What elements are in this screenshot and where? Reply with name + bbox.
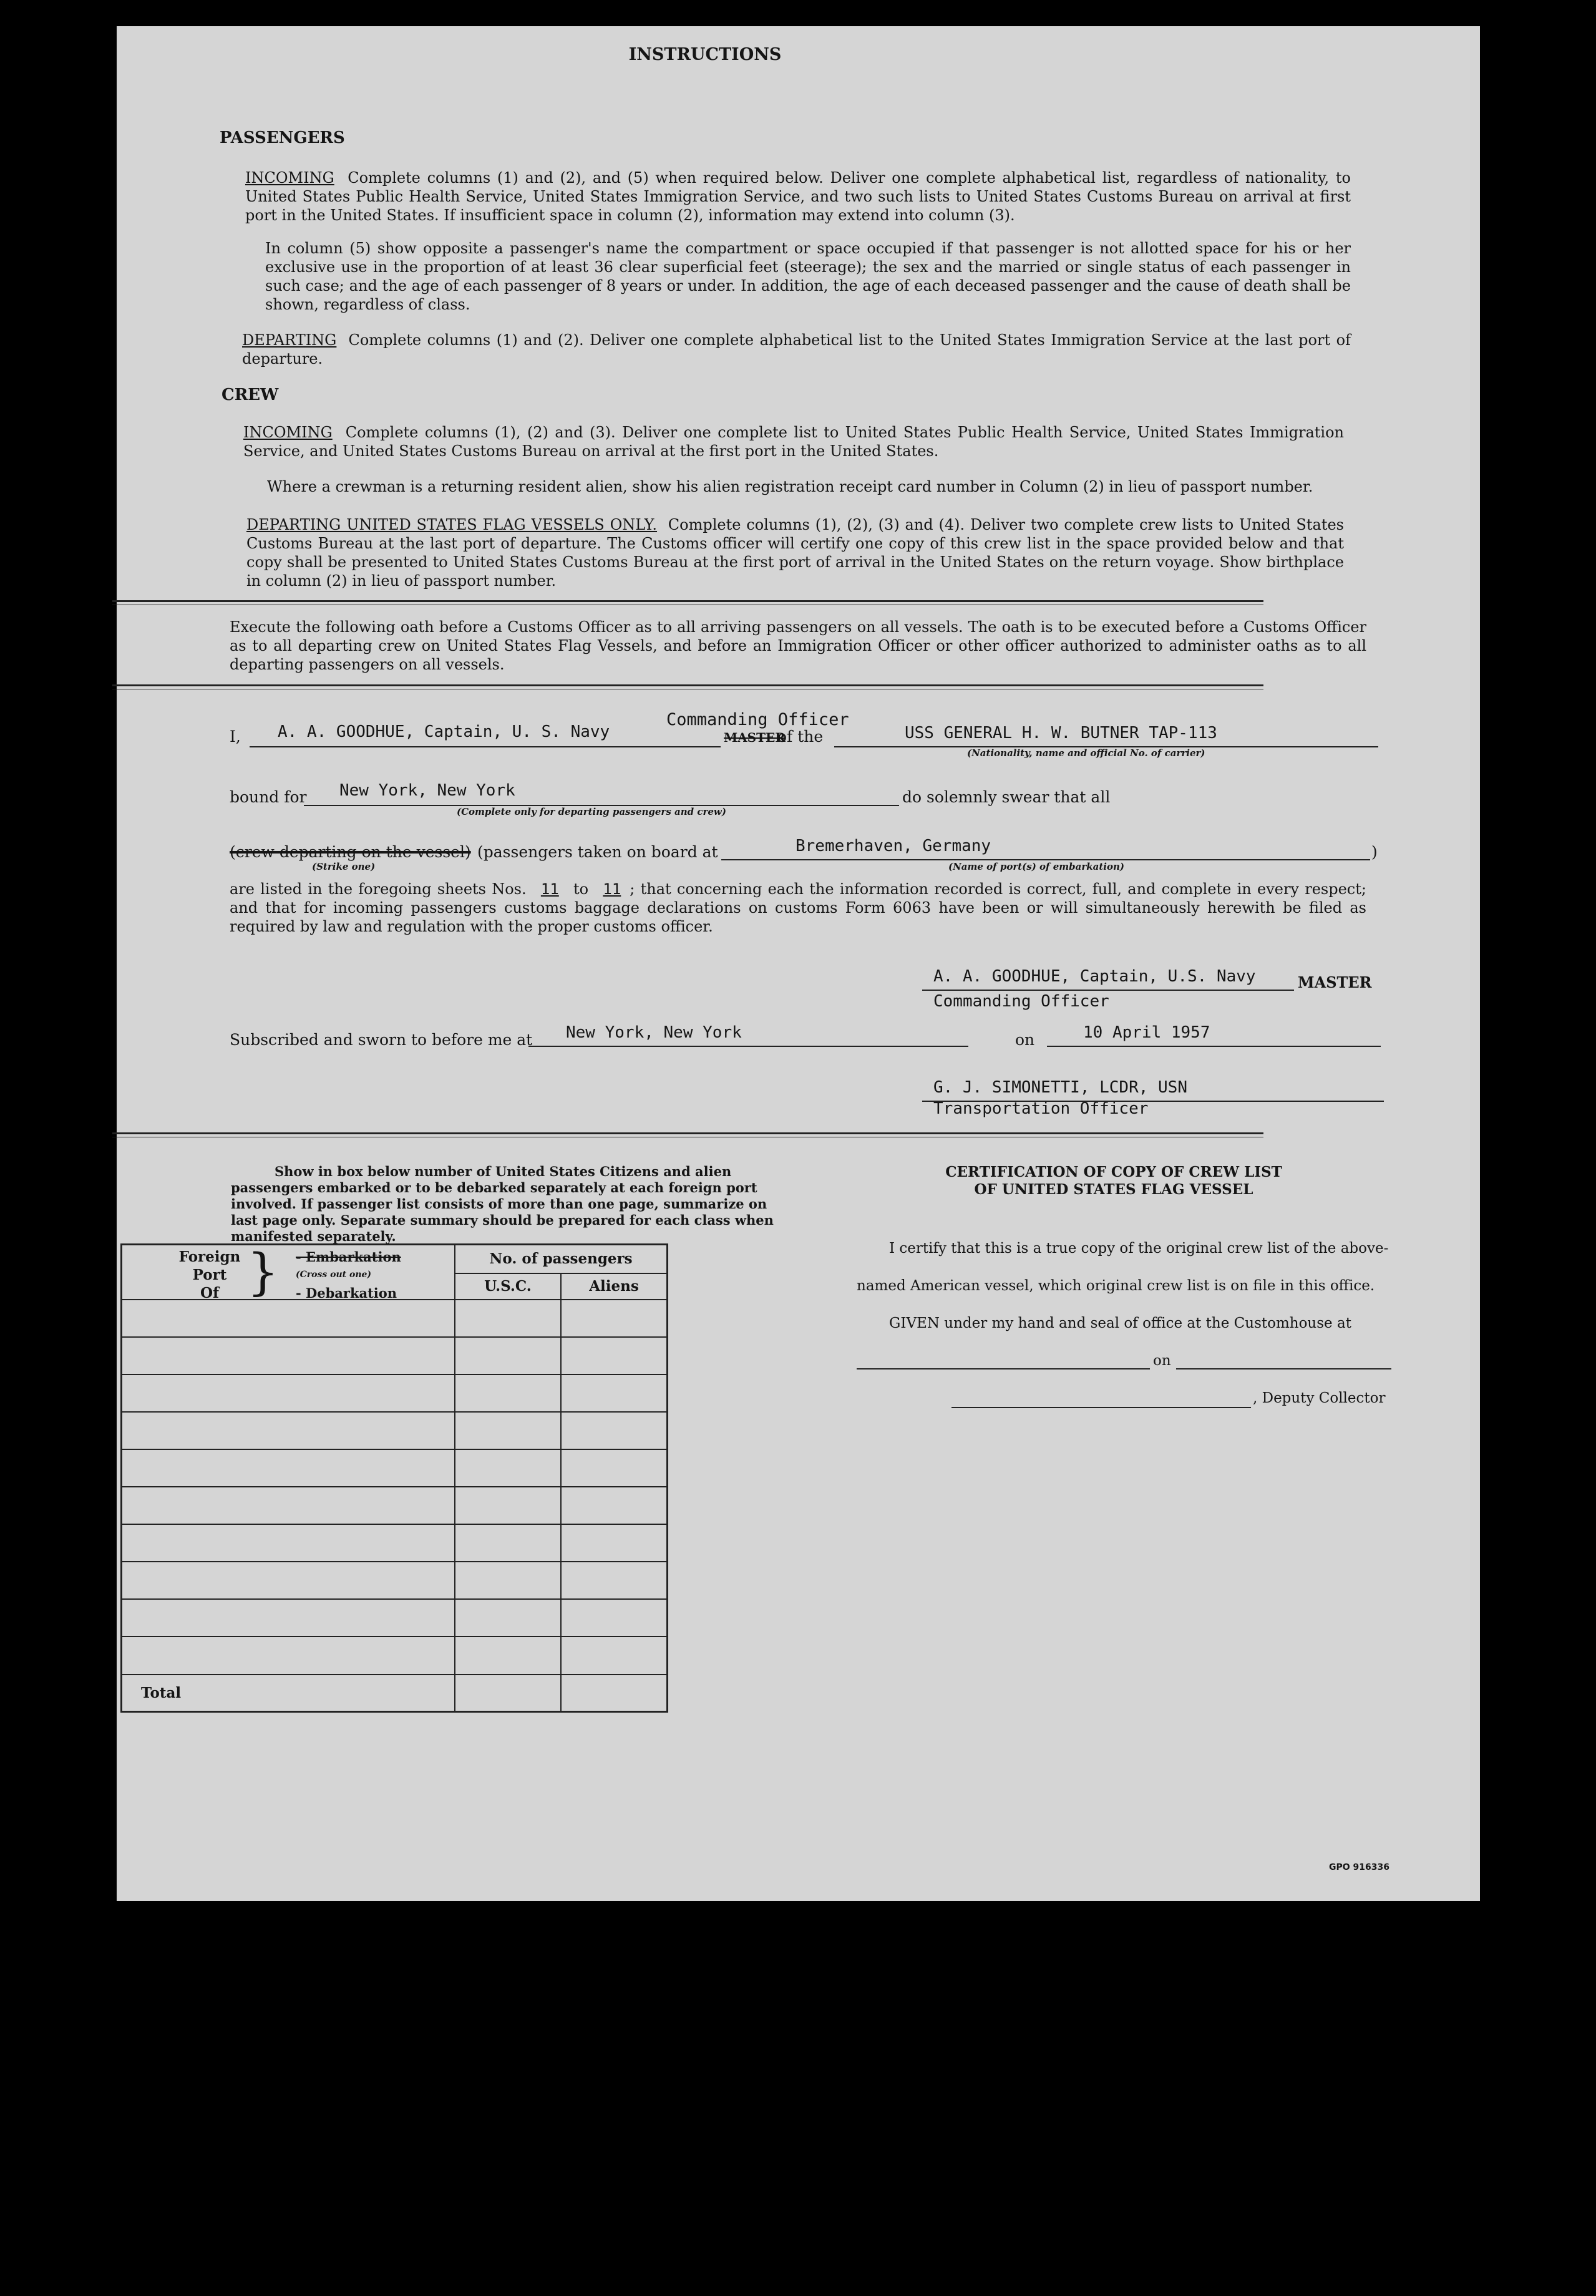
listed-text-a: are listed in the foregoing sheets Nos.	[230, 880, 527, 898]
subscribed-label: Subscribed and sworn to before me at	[230, 1031, 533, 1049]
certification-line-1: I certify that this is a true copy of the original crew list of the above-	[889, 1240, 1389, 1257]
passengers-departing-label: DEPARTING	[242, 331, 337, 349]
passengers-taken-text: (passengers taken on board at	[477, 843, 718, 861]
bound-for-label: bound for	[230, 788, 307, 806]
table-row	[122, 1449, 668, 1487]
to-label: to	[573, 880, 589, 898]
table-row	[122, 1599, 668, 1637]
passengers-incoming	[245, 168, 1351, 225]
summary-instructions: Show in box below number of United States Citizens and alien passengers embarked or to be debarked separately at each foreign port involved. If passenger list consists of more than one page, summarize on last page only. Separate summary should be prepared for each class when manifested separately.	[231, 1164, 774, 1244]
crew-struck: (crew departing on the vessel)	[230, 843, 471, 861]
aliens-header: Aliens	[561, 1273, 668, 1300]
page-title: INSTRUCTIONS	[628, 45, 782, 64]
master-signature[interactable]: A. A. GOODHUE, Captain, U.S. Navy	[933, 967, 1256, 986]
listed-paragraph	[230, 880, 1366, 936]
master-label: MASTER	[1298, 973, 1372, 991]
name-line	[250, 746, 721, 747]
crew-resident-alien: Where a crewman is a returning resident alien, show his alien registration receipt card number in Column (2) in lieu of passport number.	[267, 478, 1313, 495]
passengers-incoming-label: INCOMING	[245, 169, 334, 187]
deputy-collector-label: , Deputy Collector	[1253, 1390, 1386, 1406]
vessel-name[interactable]: USS GENERAL H. W. BUTNER TAP-113	[905, 724, 1217, 742]
strike-caption: (Strike one)	[312, 861, 376, 872]
crew-departing-label: DEPARTING UNITED STATES FLAG VESSELS ONLY.	[246, 516, 658, 533]
certification-line-2: named American vessel, which original crew list is on file in this office.	[857, 1278, 1375, 1294]
oath-intro: Execute the following oath before a Customs Officer as to all arriving passengers on all vessels. The oath is to be executed before a Customs Officer as to all departing crew on United States Flag Vessels, and before an Immigration Officer or other officer authorized to administer oaths as to all departing passengers on all vessels.	[230, 618, 1366, 673]
table-row	[122, 1337, 668, 1374]
summary-table	[120, 1243, 668, 1713]
bound-for-caption: (Complete only for departing passengers and crew)	[457, 806, 726, 817]
debarkation-label: - Debarkation	[296, 1285, 397, 1301]
certification-title-2: OF UNITED STATES FLAG VESSEL	[974, 1181, 1253, 1198]
passengers-heading: PASSENGERS	[220, 129, 345, 147]
passengers-incoming-text: Complete columns (1) and (2), and (5) when required below. Deliver one complete alphabetical list, regardless of nationality, to United States Public Health Service, United States Immigration Service, and two such lists to United States Customs Bureau on arrival at first port in the United States. If insufficient space in column (2), information may extend into column (3).	[245, 169, 1351, 224]
port-label: Port	[192, 1267, 227, 1283]
crew-heading: CREW	[221, 386, 279, 404]
sheet-to[interactable]: 11	[603, 880, 621, 898]
crew-incoming	[243, 423, 1344, 460]
signature-title: Commanding Officer	[933, 992, 1109, 1011]
master-struck: MASTER	[724, 730, 786, 745]
close-paren: )	[1371, 843, 1378, 861]
divider	[112, 684, 1263, 689]
usc-header: U.S.C.	[455, 1273, 561, 1300]
port-line	[721, 859, 1370, 860]
passengers-departing	[242, 331, 1351, 368]
crew-incoming-text: Complete columns (1), (2) and (3). Deliver one complete list to United States Public Health Service, United States Immigration Service, and United States Customs Bureau on arrival at the first port in the United States.	[243, 424, 1344, 460]
cross-out-label: (Cross out one)	[296, 1270, 372, 1280]
customhouse-line[interactable]	[857, 1368, 1150, 1369]
foreign-label: Foreign	[178, 1248, 241, 1265]
officer-title: Transportation Officer	[933, 1099, 1149, 1118]
certification-on-label: on	[1153, 1353, 1171, 1369]
certification-title-1: CERTIFICATION OF COPY OF CREW LIST	[945, 1164, 1282, 1180]
sworn-date[interactable]: 10 April 1957	[1083, 1023, 1210, 1042]
sworn-place[interactable]: New York, New York	[566, 1023, 742, 1042]
officer-name[interactable]: G. J. SIMONETTI, LCDR, USN	[933, 1078, 1187, 1097]
crew-departing-text: Complete columns (1), (2), (3) and (4). Deliver two complete crew lists to United States Customs Bureau at the last port of departure. The Customs officer will certify one copy of this crew list in the space provided below and that copy shall be presented to United States Customs Bureau at the first port of arrival in the United States on the return voyage. Show birthplace in column (2) in lieu of passport number.	[246, 516, 1344, 590]
total-row	[122, 1675, 668, 1712]
crew-departing	[246, 515, 1344, 590]
table-row	[122, 1524, 668, 1562]
passengers-departing-text: Complete columns (1) and (2). Deliver one complete alphabetical list to the United States Immigration Service at the last port of departure.	[242, 331, 1351, 367]
table-row	[122, 1300, 668, 1337]
no-passengers-header: No. of passengers	[455, 1245, 668, 1273]
total-label: Total	[122, 1675, 455, 1712]
certification-date-line[interactable]	[1176, 1368, 1391, 1369]
foreign-port-header	[122, 1245, 455, 1300]
table-row	[122, 1412, 668, 1449]
oath-i-label: I,	[230, 727, 241, 746]
of-label: Of	[200, 1285, 219, 1301]
embarkation-label: - Embarkation	[296, 1249, 401, 1265]
commanding-officer-label: Commanding Officer	[666, 710, 849, 729]
swear-text: do solemnly swear that all	[902, 788, 1111, 806]
brace-icon: }	[247, 1243, 279, 1301]
vessel-caption: (Nationality, name and official No. of carrier)	[967, 747, 1205, 759]
bound-for-value[interactable]: New York, New York	[339, 781, 515, 800]
table-row	[122, 1374, 668, 1412]
divider	[112, 600, 1263, 605]
of-the-label: of the	[777, 727, 824, 746]
deputy-collector-line[interactable]	[951, 1407, 1251, 1408]
master-name[interactable]: A. A. GOODHUE, Captain, U. S. Navy	[278, 722, 610, 741]
crew-incoming-label: INCOMING	[243, 424, 333, 441]
divider	[112, 1132, 1263, 1137]
signature-line	[922, 990, 1294, 991]
table-row	[122, 1637, 668, 1674]
port-caption: (Name of port(s) of embarkation)	[948, 861, 1124, 872]
table-row	[122, 1487, 668, 1524]
sworn-date-line	[1047, 1046, 1381, 1047]
passengers-column5: In column (5) show opposite a passenger's name the compartment or space occupied if that passenger is not allotted space for his or her exclusive use in the proportion of at least 36 clear superficial feet (steerage); the sex and the married or single status of each passenger in such case; and the age of each passenger of 8 years or under. In addition, the age of each deceased passenger and the cause of death shall be shown, regardless of class.	[265, 240, 1351, 313]
embarkation-port[interactable]: Bremerhaven, Germany	[796, 837, 991, 855]
table-row	[122, 1562, 668, 1599]
certification-line-3: GIVEN under my hand and seal of office at the Customhouse at	[889, 1315, 1351, 1331]
sworn-place-line	[528, 1046, 968, 1047]
gpo-code: GPO 916336	[1329, 1862, 1389, 1872]
sheet-from[interactable]: 11	[540, 880, 559, 898]
listed-text-b: ; that concerning each the information recorded is correct, full, and complete in every respect; and that for incoming passengers customs baggage declarations on customs Form 6063 have been or will simultaneously herewith be filed as required by law and regulation with the proper customs officer.	[230, 880, 1366, 935]
on-label: on	[1015, 1031, 1035, 1049]
